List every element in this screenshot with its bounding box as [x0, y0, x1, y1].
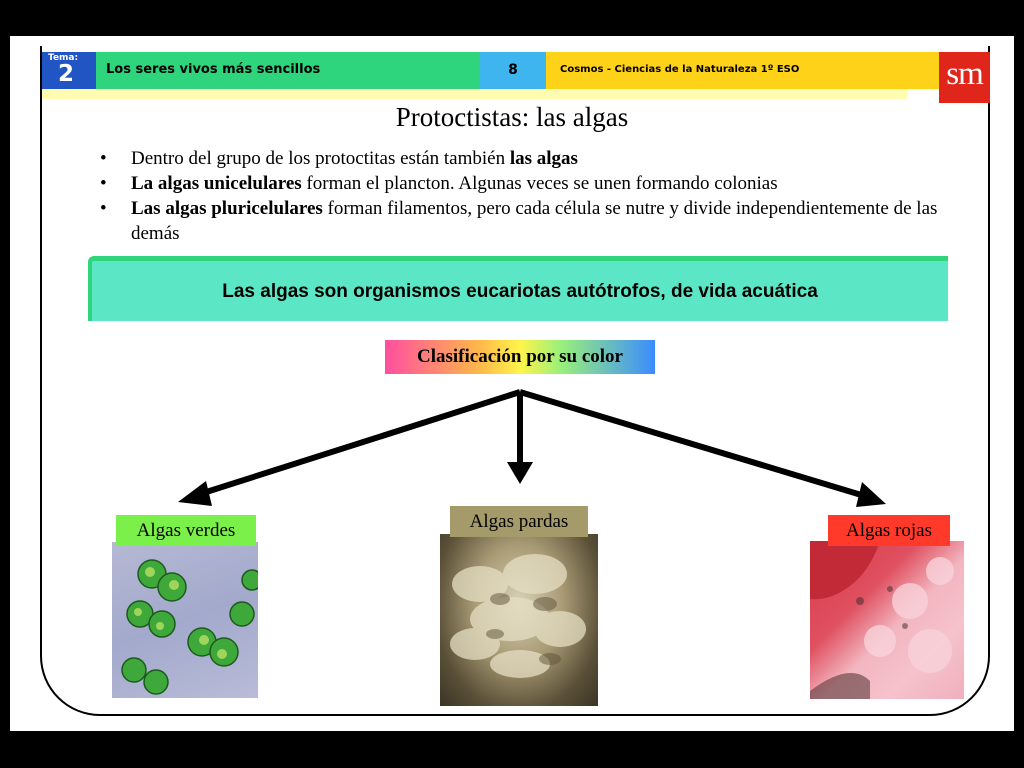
tema-number: 2	[58, 61, 75, 87]
chapter-title: Los seres vivos más sencillos	[106, 62, 321, 77]
arrow-down-left-icon	[178, 392, 520, 506]
bullet-text: forman filamentos, pero cada célula se nutre y divide independientemente de las demás	[131, 198, 938, 244]
green-algae-photo	[112, 542, 258, 698]
bullet-dot: •	[100, 198, 107, 219]
red-algae-photo	[810, 541, 964, 699]
red-algae-label: Algas rojas	[828, 515, 950, 546]
page-number: 8	[508, 62, 518, 78]
green-algae-label: Algas verdes	[116, 515, 256, 546]
bullet-text: Dentro del grupo de los protoctitas están también	[131, 148, 510, 169]
tema-label: Tema:	[48, 53, 79, 63]
book-title: Cosmos - Ciencias de la Naturaleza 1º ESO	[560, 64, 800, 75]
slide	[10, 36, 1014, 731]
brown-algae-photo	[440, 534, 598, 706]
slide-title: Protoctistas: las algas	[395, 102, 629, 132]
classification-label: Clasificación por su color	[385, 340, 655, 374]
bullet-bold-text: las algas	[509, 148, 578, 169]
bullet-bold-text: Las algas pluricelulares	[131, 198, 323, 219]
publisher-logo: sm	[939, 52, 990, 103]
bullet-text: forman el plancton. Algunas veces se unen formando colonias	[301, 173, 778, 194]
arrow-down-right-icon	[520, 392, 886, 507]
bullet-dot: •	[100, 173, 107, 194]
bullet-dot: •	[100, 148, 107, 169]
bullet-bold-text: La algas unicelulares	[131, 173, 302, 194]
arrow-down-icon	[507, 392, 533, 484]
definition-text: Las algas son organismos eucariotas autótrofos, de vida acuática	[222, 281, 818, 302]
brown-algae-label: Algas pardas	[450, 506, 588, 537]
